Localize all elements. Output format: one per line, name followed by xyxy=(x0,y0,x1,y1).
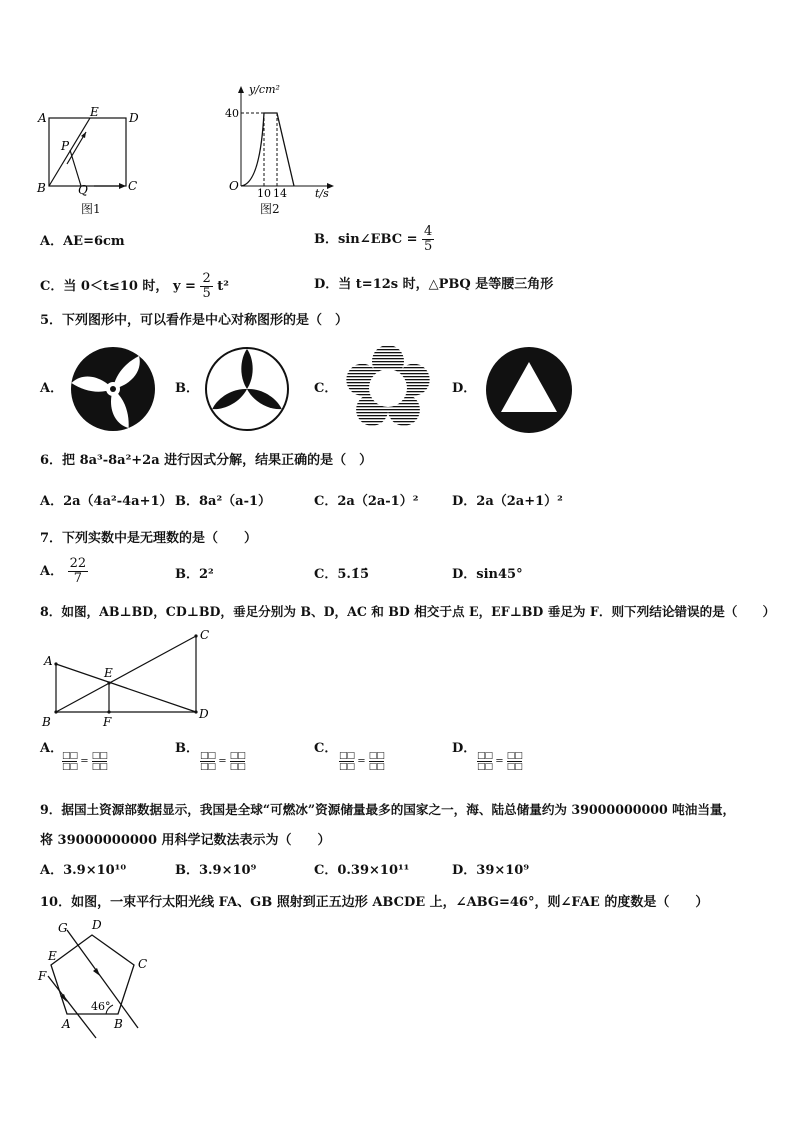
q4-option-c-fraction xyxy=(200,272,212,301)
q10-label-B: B xyxy=(114,1017,123,1031)
q5-label-d: D． xyxy=(452,381,477,396)
q5-stem: 5．下列图形中，可以看作是中心对称图形的是（ ） xyxy=(40,313,349,328)
q7-option-a-numerator: 22 xyxy=(69,556,87,571)
q9-option-d: D．39×10⁹ xyxy=(452,863,530,878)
q10-figure xyxy=(34,916,174,1041)
q7-option-b: B．2² xyxy=(175,567,214,582)
q7-option-c: C．5.1̇5̇ xyxy=(314,567,370,582)
fig1-label-D: D xyxy=(129,111,139,125)
q4-option-b-prefix: B．sin∠EBC = xyxy=(314,232,418,247)
fig1-label-C: C xyxy=(128,179,138,193)
q10-label-E: E xyxy=(48,949,57,963)
q8-label-E: E xyxy=(104,666,113,680)
fig2-x-axis-label: t/s xyxy=(315,187,329,200)
q8-d-l-n: □□ xyxy=(477,751,493,761)
fig1-label-E: E xyxy=(90,105,99,119)
q4-option-c-numerator: 2 xyxy=(202,271,211,286)
fig2-y-axis-label: y/cm² xyxy=(249,83,280,96)
q4-option-c-denominator: 5 xyxy=(202,286,211,301)
q8-option-c: C． xyxy=(314,741,338,756)
q8-c-l-n: □□ xyxy=(339,751,355,761)
fig1-label-A: A xyxy=(38,111,47,125)
q4-option-b-denominator: 5 xyxy=(424,239,433,254)
q9-option-a: A．3.9×10¹⁰ xyxy=(40,863,127,878)
q8-c-frac-right xyxy=(369,751,384,772)
q8-figure xyxy=(36,624,226,734)
q8-a-r-d: □□ xyxy=(91,762,107,772)
q8-a-l-d: □□ xyxy=(62,762,78,772)
fig2-y40-label: 40 xyxy=(225,107,239,120)
q8-b-r-n: □□ xyxy=(229,751,245,761)
q8-c-frac-left xyxy=(339,751,354,772)
q8-option-c-equation: $\frac{□□}{□□}$ = $\frac{□□}{□□}$ xyxy=(339,751,384,772)
q4-option-b-numerator: 4 xyxy=(424,224,433,239)
q5-figure-c-flower xyxy=(344,344,432,432)
q5-label-a: A． xyxy=(40,381,64,396)
q8-b-frac-left xyxy=(200,751,215,772)
q8-option-a: A． xyxy=(40,741,64,756)
q8-label-B: B xyxy=(42,715,51,729)
fig1-label-B: B xyxy=(37,181,46,195)
q7-option-d: D．sin45° xyxy=(452,567,523,582)
q8-c-l-d: □□ xyxy=(339,762,355,772)
q8-b-frac-right xyxy=(230,751,245,772)
q8-option-b: B． xyxy=(175,741,199,756)
q4-option-c-suffix: t² xyxy=(217,279,229,294)
q8-label-D: D xyxy=(199,707,209,721)
q10-label-A: A xyxy=(62,1017,71,1031)
q4-figure-2 xyxy=(222,80,342,200)
q5-figure-b-three-petals xyxy=(204,346,290,432)
q8-a-frac-right xyxy=(92,751,107,772)
q8-b-l-n: □□ xyxy=(200,751,216,761)
q4-option-b-fraction xyxy=(422,225,434,254)
q10-label-C: C xyxy=(138,957,148,971)
q8-label-C: C xyxy=(200,628,210,642)
q10-angle-label: 46° xyxy=(91,1000,111,1013)
q8-option-b-equation: $\frac{□□}{□□}$ = $\frac{□□}{□□}$ xyxy=(200,751,245,772)
q8-d-frac-right xyxy=(507,751,522,772)
q7-option-a xyxy=(40,557,88,586)
q10-label-F: F xyxy=(38,969,47,983)
q8-a-frac-left xyxy=(62,751,77,772)
q6-option-b: B．8a²（a-1） xyxy=(175,494,272,509)
q8-c-r-n: □□ xyxy=(368,751,384,761)
fig2-x10-label: 10 xyxy=(257,187,271,200)
q8-label-A: A xyxy=(44,654,53,668)
q9-stem-line1: 9．据国土资源部数据显示，我国是全球“可燃冰”资源储量最多的国家之一，海、陆总储量约为 39000000000 吨油当量， xyxy=(40,802,736,817)
fig2-caption: 图2 xyxy=(260,202,280,216)
fig2-x14-label: 14 xyxy=(273,187,287,200)
fig1-label-Q: Q xyxy=(78,183,88,197)
q5-figure-d-triangle-circle xyxy=(485,346,573,434)
q10-stem: 10．如图，一束平行太阳光线 FA、GB 照射到正五边形 ABCDE 上，∠ABG=46°，则∠FAE 的度数是（ ） xyxy=(40,895,709,910)
fig1-caption: 图1 xyxy=(81,202,101,216)
q8-option-d-equation: $\frac{□□}{□□}$ = $\frac{□□}{□□}$ xyxy=(477,751,522,772)
q8-d-frac-left xyxy=(477,751,492,772)
q8-a-r-n: □□ xyxy=(91,751,107,761)
q8-d-r-n: □□ xyxy=(506,751,522,761)
q8-b-r-d: □□ xyxy=(229,762,245,772)
fig2-origin-label: O xyxy=(229,179,239,193)
q8-a-l-n: □□ xyxy=(62,751,78,761)
q7-option-a-fraction xyxy=(68,557,89,586)
q4-option-d: D．当 t=12s 时，△PBQ 是等腰三角形 xyxy=(314,277,554,292)
q4-option-b xyxy=(314,225,434,254)
q7-option-a-prefix: A． xyxy=(40,564,64,579)
q5-label-c: C． xyxy=(314,381,338,396)
q8-option-d: D． xyxy=(452,741,477,756)
q7-stem: 7．下列实数中是无理数的是（ ） xyxy=(40,531,258,546)
q9-option-c: C．0.39×10¹¹ xyxy=(314,863,410,878)
fig1-label-P: P xyxy=(61,139,70,153)
q8-option-a-equation: $\frac{□□}{□□}$ = $\frac{□□}{□□}$ xyxy=(62,751,107,772)
q8-stem: 8．如图，AB⊥BD，CD⊥BD，垂足分别为 B、D，AC 和 BD 相交于点 E，EF⊥BD 垂足为 F．则下列结论错误的是（ ） xyxy=(40,604,776,619)
q8-d-l-d: □□ xyxy=(477,762,493,772)
q7-option-a-denominator: 7 xyxy=(73,571,83,586)
q5-label-b: B． xyxy=(175,381,199,396)
q5-figure-a-triskelion xyxy=(70,346,156,432)
q9-stem-line2: 将 39000000000 用科学记数法表示为（ ） xyxy=(40,833,331,848)
q8-b-l-d: □□ xyxy=(200,762,216,772)
q6-option-a: A．2a（4a²-4a+1） xyxy=(40,494,173,509)
q6-option-c: C．2a（2a-1）² xyxy=(314,494,419,509)
q4-option-c-prefix: C．当 0＜t≤10 时， y = xyxy=(40,279,196,294)
q9-option-b: B．3.9×10⁹ xyxy=(175,863,257,878)
q6-stem: 6．把 8a³-8a²+2a 进行因式分解，结果正确的是（ ） xyxy=(40,453,373,468)
q4-option-a: A．AE=6cm xyxy=(40,234,125,249)
q6-option-d: D．2a（2a+1）² xyxy=(452,494,563,509)
q8-c-r-d: □□ xyxy=(368,762,384,772)
q4-option-c xyxy=(40,272,229,301)
q10-label-G: G xyxy=(58,921,68,935)
q8-label-F: F xyxy=(103,715,112,729)
q10-label-D: D xyxy=(92,918,102,932)
q8-d-r-d: □□ xyxy=(506,762,522,772)
